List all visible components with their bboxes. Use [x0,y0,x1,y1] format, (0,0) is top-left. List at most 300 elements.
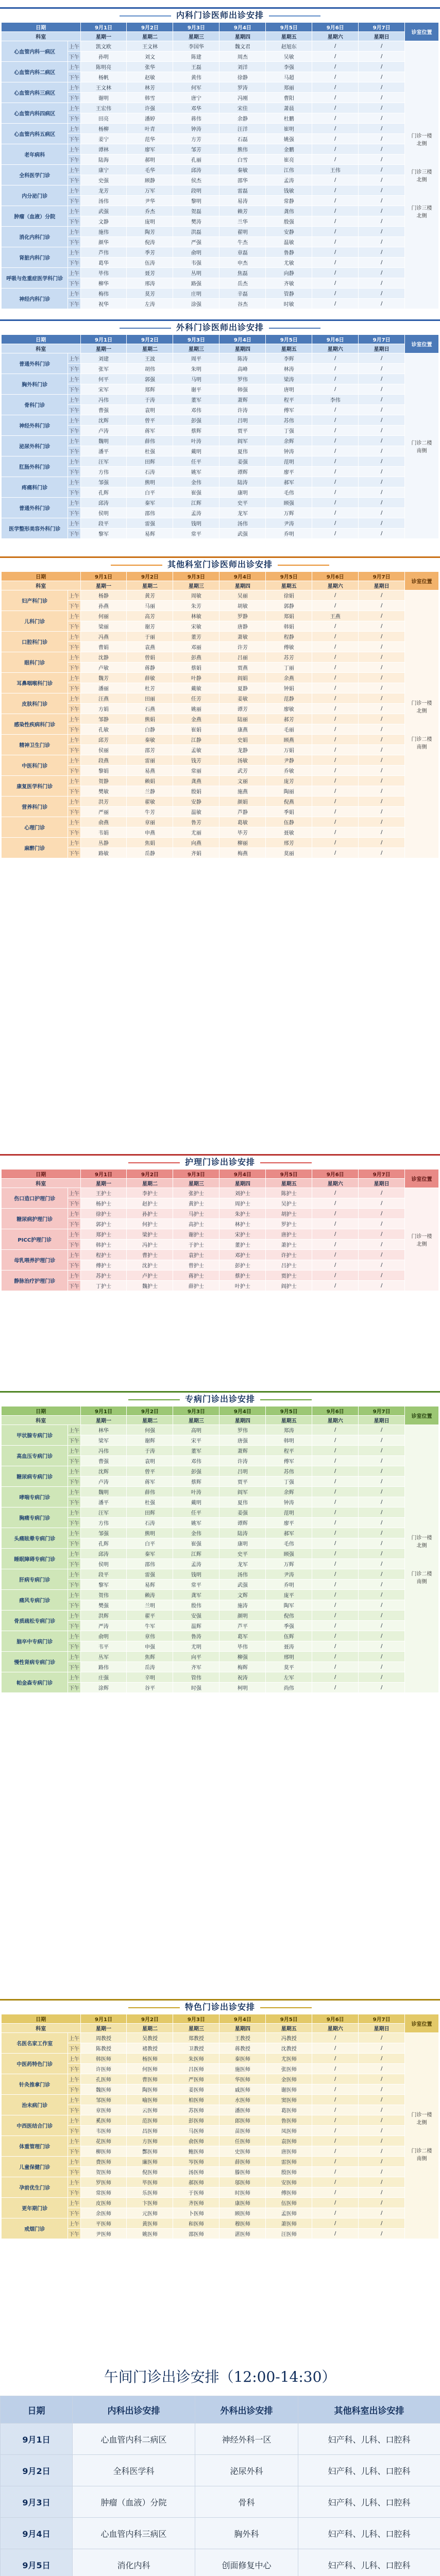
department-name: 肛肠外科门诊 [2,456,68,477]
doctor-cell: 魏文君 [219,41,266,52]
doctor-cell: / [359,817,405,827]
department-name: 心血管内科三病区 [2,82,68,103]
doctor-cell: / [312,2188,359,2198]
doctor-cell: / [359,384,405,395]
morning-label: 上午 [68,632,80,642]
doctor-cell: / [312,714,359,724]
doctor-cell: 鲁医师 [266,2115,312,2126]
schedule-table [1,571,439,858]
doctor-cell: 郑丽 [266,82,312,93]
doctor-cell: 柳华 [80,278,127,289]
doctor-cell: 云医师 [127,2105,173,2115]
doctor-cell: / [359,632,405,642]
doctor-cell: 姚医师 [127,2229,173,2239]
doctor-cell: 汪洋 [219,124,266,134]
doctor-cell: 齐军 [173,1662,219,1672]
doctor-cell: 严涛 [80,1621,127,1631]
noon-date: 9月4日 [1,2518,73,2549]
doctor-cell: 汤敏 [219,755,266,766]
doctor-cell: 杨护士 [80,1198,127,1209]
doctor-cell: 汪燕 [80,693,127,704]
doctor-cell: / [359,1270,405,1281]
doctor-cell: 伍辉 [266,1631,312,1641]
morning-label: 上午 [68,2095,80,2105]
doctor-cell: 秦敏 [219,165,266,175]
doctor-cell: 康明 [219,487,266,498]
department-name: 痛风专病门诊 [2,1590,68,1611]
doctor-cell: / [359,621,405,632]
doctor-cell: / [312,2064,359,2074]
morning-label: 上午 [68,693,80,704]
morning-label: 上午 [68,518,80,529]
morning-label: 上午 [68,1569,80,1580]
doctor-cell: 齐娟 [173,848,219,858]
noon-header: 其他科室出诊安排 [298,2396,440,2424]
doctor-cell: 杨静 [80,590,127,601]
table-row [2,1188,439,1198]
doctor-cell: 金伟 [173,477,219,487]
afternoon-label: 下午 [68,807,80,817]
doctor-cell: / [359,446,405,456]
doctor-cell: 金燕 [173,714,219,724]
doctor-cell: 吴敏 [266,52,312,62]
doctor-cell: 周敏 [173,590,219,601]
doctor-cell: 戴明 [173,446,219,456]
doctor-cell: 洪辉 [80,1611,127,1621]
doctor-cell: 范华 [127,134,173,144]
room-location [405,1425,439,1693]
room-header: 诊室位置 [405,335,439,353]
doctor-cell: 黎军 [80,1580,127,1590]
department-name: PICC护理门诊 [2,1229,68,1250]
doctor-cell: 乔明 [266,1580,312,1590]
weekday-header: 星期六 [312,344,359,353]
date-header: 9月3日 [173,23,219,32]
doctor-cell: / [312,1559,359,1569]
doctor-cell: 陶丽 [266,786,312,796]
department-name: 糖尿病护理门诊 [2,1209,68,1229]
doctor-cell: 万娟 [266,745,312,755]
weekday-header: 星期四 [219,1416,266,1425]
department-name: 慢性肾病专病门诊 [2,1652,68,1672]
doctor-cell: 兰明 [127,1600,173,1611]
doctor-cell: 徐静 [219,72,266,82]
table-row [2,714,439,724]
doctor-cell: 罗涛 [219,82,266,93]
doctor-cell: 陶军 [266,1600,312,1611]
department-name: 心血管内科五病区 [2,124,68,144]
doctor-cell: 庞明 [127,216,173,227]
department-name: 神经外科门诊 [2,415,68,436]
doctor-cell: 李辉 [266,353,312,364]
doctor-cell: 邱涛 [80,1549,127,1559]
doctor-cell: 龚燕 [173,776,219,786]
doctor-cell: 曾娟 [127,652,173,663]
doctor-cell: / [359,1435,405,1446]
department-name: 口腔科门诊 [2,632,68,652]
afternoon-label: 下午 [68,278,80,289]
doctor-cell: 谢明 [80,93,127,103]
doctor-cell: / [359,467,405,477]
table-row [2,268,439,278]
department-name: 心血管内科四病区 [2,103,68,124]
section-title-text: 其他科室门诊医师出诊安排 [167,560,273,569]
doctor-cell: 罗静 [219,611,266,621]
doctor-cell: / [359,278,405,289]
doctor-cell: 喻医师 [127,2095,173,2105]
doctor-cell: / [312,1466,359,1477]
doctor-cell: / [359,2218,405,2229]
doctor-cell: / [359,258,405,268]
doctor-cell: 水医师 [219,2095,266,2105]
doctor-cell: 戴敏 [173,683,219,693]
table-row [2,735,439,745]
room-note: 南侧 [416,2156,427,2162]
doctor-cell: 姜医师 [173,2084,219,2095]
doctor-cell: / [312,2198,359,2208]
doctor-cell: 姚军 [173,467,219,477]
department-name: 名医名家工作室 [2,2033,68,2054]
doctor-cell: 侯明 [80,508,127,518]
noon-header-row [1,2396,440,2424]
doctor-cell: / [359,41,405,52]
doctor-cell: 柳医师 [80,2146,127,2157]
doctor-cell: 殷娟 [173,786,219,796]
table-row [2,498,439,508]
doctor-cell: / [359,374,405,384]
doctor-cell: 贾平 [219,426,266,436]
weekday-header: 星期六 [312,2024,359,2033]
doctor-cell: 叶青 [127,124,173,134]
doctor-cell: 杜鹏 [266,113,312,124]
doctor-cell: 袁燕 [127,642,173,652]
afternoon-label: 下午 [68,1219,80,1229]
doctor-cell: / [359,590,405,601]
doctor-cell: 赵敏 [127,72,173,82]
doctor-cell: 胡伟 [127,364,173,374]
doctor-cell: / [312,2095,359,2105]
doctor-cell: 汪医师 [266,2229,312,2239]
morning-label: 上午 [68,477,80,487]
doctor-cell: 邢芳 [266,838,312,848]
doctor-cell: / [359,405,405,415]
doctor-cell: / [312,498,359,508]
doctor-cell: 施伟 [80,227,127,237]
weekday-header: 星期一 [80,581,127,590]
doctor-cell: 黄芳 [127,590,173,601]
doctor-cell: 费医师 [80,2157,127,2167]
doctor-cell: / [359,237,405,247]
doctor-cell: 尹医师 [80,2229,127,2239]
doctor-cell: 李国华 [173,41,219,52]
doctor-cell: 邹静 [80,714,127,724]
doctor-cell: / [312,415,359,426]
doctor-cell: 季芳 [127,247,173,258]
doctor-cell: 余辉 [266,1487,312,1497]
table-row [2,1466,439,1477]
date-header: 9月1日 [80,2014,127,2024]
doctor-cell: / [312,1518,359,1528]
doctor-cell: / [312,1507,359,1518]
doctor-cell: / [359,518,405,529]
morning-label: 上午 [68,456,80,467]
doctor-cell: 焦磊 [219,268,266,278]
doctor-cell: 申燕 [127,827,173,838]
doctor-cell: 严丽 [80,807,127,817]
table-row [2,124,439,134]
room-note: 门诊一楼 [411,1535,432,1541]
doctor-cell: 孔丽 [173,155,219,165]
doctor-cell: / [359,487,405,498]
doctor-cell: 冯伟 [80,395,127,405]
doctor-cell: 易燕 [127,766,173,776]
doctor-cell: / [312,247,359,258]
doctor-cell: / [359,395,405,405]
doctor-cell: 王磊 [173,62,219,72]
title-rule [128,1162,180,1163]
doctor-cell: 史医师 [219,2146,266,2157]
doctor-cell: 阎军 [219,436,266,446]
weekday-header-row [2,581,439,590]
doctor-cell: 贺静 [80,776,127,786]
doctor-cell: / [359,144,405,155]
noon-cell: 肿瘤（血液）分院 [73,2486,195,2518]
doctor-cell: / [359,2095,405,2105]
doctor-cell: / [312,1240,359,1250]
doctor-cell: 曹娟 [80,642,127,652]
weekday-header: 星期二 [127,32,173,41]
table-row [2,652,439,663]
room-note: 南侧 [416,744,427,750]
doctor-cell: 庄强 [80,1672,127,1683]
doctor-cell: 任平 [173,456,219,467]
doctor-cell: / [359,1611,405,1621]
doctor-cell: 尤丽 [173,827,219,838]
doctor-cell: 石磊 [219,134,266,144]
doctor-cell: 范静 [266,693,312,704]
doctor-cell: 龙军 [219,508,266,518]
doctor-cell: / [359,642,405,652]
doctor-cell: / [312,508,359,518]
doctor-cell: 冯护士 [127,1240,173,1250]
doctor-cell: 董护士 [219,1240,266,1250]
afternoon-label: 下午 [68,487,80,498]
doctor-cell: 史强 [80,175,127,185]
doctor-cell: 韩雪 [127,93,173,103]
doctor-cell: 莫芳 [127,289,173,299]
doctor-cell: 庞芳 [266,776,312,786]
date-header: 9月1日 [80,335,127,344]
doctor-cell: 崔明 [266,124,312,134]
doctor-cell: 时敏 [266,299,312,309]
doctor-cell: / [312,1590,359,1600]
doctor-cell: / [312,487,359,498]
table-row [2,1446,439,1456]
doctor-cell: / [359,673,405,683]
afternoon-label: 下午 [68,621,80,632]
doctor-cell: 蒋军 [127,426,173,436]
doctor-cell: 倪伟 [266,1611,312,1621]
doctor-cell: 汤伟 [219,518,266,529]
doctor-cell: 潘婷 [127,113,173,124]
morning-label: 上午 [68,1672,80,1683]
doctor-cell: 吕明 [219,1466,266,1477]
room-note: 门诊三楼 [411,205,432,211]
doctor-cell: 聂芳 [127,268,173,278]
doctor-cell: / [312,1549,359,1559]
doctor-cell: / [312,1538,359,1549]
doctor-cell: 涂强 [173,299,219,309]
weekday-header: 星期三 [173,344,219,353]
department-name: 泌尿外科门诊 [2,436,68,456]
doctor-cell: 范明 [266,1507,312,1518]
doctor-cell: 白平 [127,1538,173,1549]
date-header: 9月2日 [127,572,173,581]
doctor-cell: / [359,155,405,165]
doctor-cell: / [359,652,405,663]
doctor-cell: 顾静 [127,175,173,185]
room-note: 北侧 [416,1241,427,1247]
doctor-cell: 孟涛 [173,1559,219,1569]
doctor-cell: 唐静 [219,621,266,632]
doctor-cell: / [312,786,359,796]
room-header: 诊室位置 [405,23,439,41]
doctor-cell: 毕伟 [219,1641,266,1652]
doctor-cell: 史娟 [219,735,266,745]
doctor-cell: 滕医师 [219,2167,266,2177]
doctor-cell: / [359,2105,405,2115]
doctor-cell: 葛敏 [219,817,266,827]
noon-cell: 全科医学科 [73,2455,195,2486]
doctor-cell: / [359,838,405,848]
doctor-cell: / [359,1641,405,1652]
doctor-cell: 张护士 [173,1188,219,1198]
doctor-cell: 萧护士 [266,1240,312,1250]
doctor-cell: 田丽 [127,693,173,704]
doctor-cell: / [312,673,359,683]
weekday-header: 星期二 [127,2024,173,2033]
doctor-cell: 曾平 [127,415,173,426]
table-row [2,2157,439,2167]
table-row [2,1652,439,1662]
noon-table [0,2396,440,2576]
doctor-cell: 魏明 [80,436,127,446]
doctor-cell: 王教授 [219,2033,266,2043]
doctor-cell: 赖芳 [219,206,266,216]
doctor-cell: 万军 [127,185,173,196]
doctor-cell: / [359,227,405,237]
doctor-cell: 蒋护士 [173,1270,219,1281]
doctor-cell: 方娟 [80,704,127,714]
doctor-cell: 孙燕 [80,601,127,611]
doctor-cell: 方芳 [173,134,219,144]
department-name: 心血管内科一病区 [2,41,68,62]
doctor-cell: 王波 [127,353,173,364]
doctor-cell: 季娟 [266,807,312,817]
doctor-cell: 岑医师 [173,2157,219,2167]
afternoon-label: 下午 [68,601,80,611]
morning-label: 上午 [68,652,80,663]
doctor-cell: 俞医师 [173,2136,219,2146]
doctor-cell: 施燕 [219,786,266,796]
doctor-cell: 傅军 [266,1456,312,1466]
doctor-cell: 向静 [266,268,312,278]
noon-cell: 妇产科、儿科、口腔科 [298,2486,440,2518]
schedule-table [1,1169,439,1291]
doctor-cell: 汤医师 [173,2167,219,2177]
doctor-cell: 段平 [80,518,127,529]
doctor-cell: 祝涛 [219,1672,266,1683]
doctor-cell: 芦静 [219,807,266,817]
morning-label: 上午 [68,124,80,134]
afternoon-label: 下午 [68,1240,80,1250]
doctor-cell: 鲁涛 [173,1631,219,1641]
date-header-row [2,1170,439,1179]
weekday-header: 星期六 [312,32,359,41]
noon-cell: 妇产科、儿科、口腔科 [298,2424,440,2455]
doctor-cell: 段平 [80,1569,127,1580]
doctor-cell: / [359,1559,405,1569]
title-rule [269,328,320,329]
afternoon-label: 下午 [68,1600,80,1611]
doctor-cell: / [359,2033,405,2043]
doctor-cell: / [359,1487,405,1497]
department-name: 疼痛科门诊 [2,477,68,498]
department-name: 骨质疏松专病门诊 [2,1611,68,1631]
doctor-cell: 丛静 [80,838,127,848]
table-row [2,1250,439,1260]
doctor-cell: 石涛 [127,1518,173,1528]
doctor-cell: 侯明 [80,1559,127,1569]
noon-date: 9月1日 [1,2424,73,2455]
doctor-cell: 冯刚 [219,93,266,103]
date-label: 日期 [2,2014,81,2024]
doctor-cell: 章伟 [127,1631,173,1641]
title-rule [260,2007,312,2008]
department-name: 脑卒中专病门诊 [2,1631,68,1652]
morning-label: 上午 [68,1446,80,1456]
doctor-cell: 聂涛 [266,1641,312,1652]
doctor-cell: / [312,278,359,289]
table-row [2,2054,439,2064]
morning-label: 上午 [68,2115,80,2126]
afternoon-label: 下午 [68,529,80,539]
doctor-cell: / [359,1580,405,1590]
room-note: 门诊一楼 [411,2112,432,2118]
department-name: 呼吸与危重症医学科门诊 [2,268,68,289]
doctor-cell: 赵旭东 [266,41,312,52]
weekday-header-row [2,32,439,41]
morning-label: 上午 [68,735,80,745]
doctor-cell: 林芳 [127,82,173,93]
afternoon-label: 下午 [68,113,80,124]
doctor-cell: / [312,529,359,539]
doctor-cell: 杜强 [127,1497,173,1507]
room-note: 门诊一楼 [411,1233,432,1240]
doctor-cell: 聂敏 [266,827,312,838]
doctor-cell: 陶医师 [127,2084,173,2095]
doctor-cell: 高护士 [173,1219,219,1229]
table-row [2,590,439,601]
doctor-cell: / [359,93,405,103]
doctor-cell: / [312,796,359,807]
table-row [2,796,439,807]
table-row [2,2095,439,2105]
doctor-cell: 侯杰 [173,175,219,185]
table-row [2,755,439,766]
schedule-section [0,7,440,308]
department-name: 神经内科门诊 [2,289,68,309]
